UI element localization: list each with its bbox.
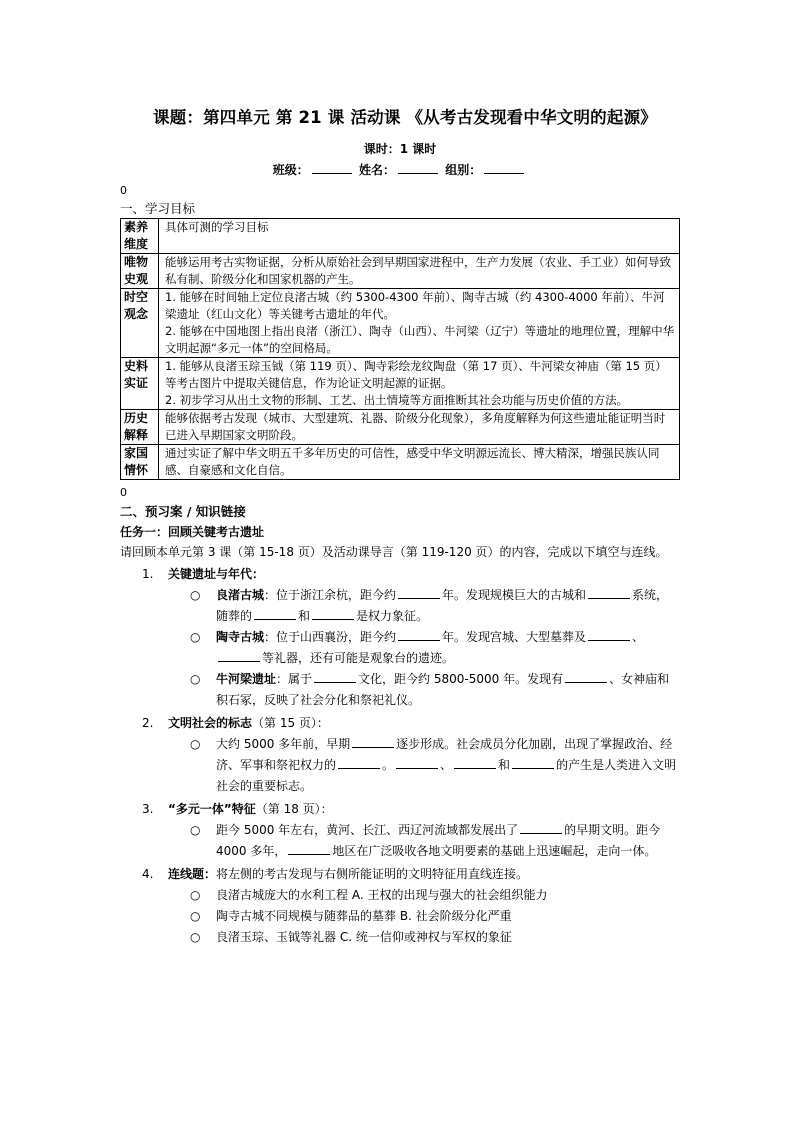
- item-title: 连线题：: [168, 867, 217, 881]
- section-heading-preview: 二、预习案 / 知识链接: [120, 504, 246, 519]
- matching-item: 良渚古城庞大的水利工程 A. 王权的出现与强大的社会组织能力: [216, 888, 548, 902]
- row-value: [159, 254, 680, 289]
- row-key: [121, 289, 159, 358]
- task-heading: 任务一：回顾关键考古遗址: [120, 525, 265, 539]
- learning-goals-table: [120, 218, 680, 480]
- bullet-icon: ○: [190, 588, 201, 602]
- list-item: [142, 799, 680, 820]
- row-line: 通过实证了解中华文明五千多年历史的可信性，感受中华文明源远流长、博大精深，增强民族认同感、自豪感和文化自信。: [165, 446, 660, 477]
- list-item: [190, 927, 680, 948]
- list-item: [190, 669, 680, 711]
- bullet-icon: ○: [190, 888, 201, 902]
- table-header-row: [121, 219, 680, 254]
- text: 文化，距今约 5800-5000 年。发现有: [358, 672, 564, 686]
- matching-item: 良渚玉琮、玉钺等礼器 C. 统一信仰或神权与军权的象征: [216, 930, 512, 944]
- list-item: [190, 820, 680, 862]
- fill-blank[interactable]: [398, 629, 440, 641]
- fill-blank[interactable]: [588, 587, 630, 599]
- item-title: “多元一体”特征: [168, 802, 256, 816]
- item-number: 1.: [142, 567, 154, 581]
- list-item: [190, 734, 680, 797]
- row-line: 1. 能够从良渚玉琮玉钺（第 119 页）、陶寺彩绘龙纹陶盘（第 17 页）、牛河梁女神庙（第 15 页）等考古图片中提取关键信息，作为论证文明起源的证据。: [165, 359, 667, 390]
- fill-blank[interactable]: [352, 736, 394, 748]
- text: 、女神庙和积石冢，反映了社会分化和祭祀礼仪。: [216, 672, 670, 707]
- item-number: 2.: [142, 716, 154, 730]
- text: 年。发现宫城、大型墓葬及: [442, 630, 587, 644]
- table-row: [121, 254, 680, 289]
- fill-blank[interactable]: [254, 608, 296, 620]
- item-rest: 将左侧的考古发现与右侧所能证明的文明特征用直线连接。: [216, 867, 529, 881]
- lesson-title: 课题：第四单元 第 21 课 活动课 《从考古发现看中华文明的起源》: [153, 108, 657, 127]
- text: 和: [498, 758, 511, 772]
- zero-mark: 0: [120, 184, 127, 197]
- text: 的产生是人类进入文明社会的重要标志。: [216, 758, 677, 793]
- class-hours: 课时：1 课时: [363, 142, 437, 156]
- row-line: 能够依据考古发现（城市、大型建筑、礼器、阶级分化现象），多角度解释为何这些遗址能证明当时已进入早期国家文明阶段。: [165, 411, 666, 442]
- document-page: [120, 104, 680, 948]
- row-value: [159, 358, 680, 410]
- row-key: [121, 445, 159, 480]
- text: 的早期文明。距今 4000 多年，: [216, 823, 661, 858]
- item-number: 3.: [142, 802, 154, 816]
- text: 逐步形成。社会成员分化加剧，出现了掌握政治、经济、军事和祭祀权力的: [216, 737, 673, 772]
- table-row: [121, 410, 680, 445]
- text: 系统，随葬的: [216, 588, 669, 623]
- table-row: [121, 445, 680, 480]
- text: ：属于: [276, 672, 313, 686]
- fill-blank[interactable]: [288, 843, 330, 855]
- fill-blank[interactable]: [312, 608, 354, 620]
- text: 年。发现规模巨大的古城和: [442, 588, 587, 602]
- row-key-text: 家国 情怀: [124, 446, 149, 477]
- list-item: [190, 906, 680, 927]
- header-dimension-text: 素养 维度: [124, 220, 149, 251]
- bullet-icon: ○: [190, 630, 201, 644]
- site-name: 良渚古城: [216, 588, 265, 602]
- text: 地区在广泛吸收各地文明要素的基础上迅速崛起，走向一体。: [332, 844, 657, 858]
- item-title: 关键遗址与年代：: [168, 567, 265, 581]
- row-key-text: 时空 观念: [124, 290, 149, 321]
- fill-blank[interactable]: [520, 822, 562, 834]
- text: 大约 5000 多年前，早期: [216, 737, 351, 751]
- fill-blank[interactable]: [396, 757, 438, 769]
- site-name: 陶寺古城: [216, 630, 265, 644]
- row-value: [159, 410, 680, 445]
- group-blank[interactable]: [484, 163, 524, 174]
- list-item: [142, 864, 680, 885]
- row-line: 1. 能够在时间轴上定位良渚古城（约 5300-4300 年前）、陶寺古城（约 4300-4000 年前）、牛河梁遗址（红山文化）等关键考古遗址的年代。: [165, 290, 665, 321]
- list-item: [190, 585, 680, 627]
- fill-blank[interactable]: [565, 671, 607, 683]
- bullet-icon: ○: [190, 737, 201, 751]
- section-heading-goals: 一、学习目标: [120, 201, 196, 216]
- fill-blank[interactable]: [218, 650, 260, 662]
- row-value: [159, 289, 680, 358]
- list-item: [142, 564, 680, 585]
- row-key-text: 唯物 史观: [124, 255, 149, 286]
- row-key-text: 历史 解释: [124, 411, 149, 442]
- fill-blank[interactable]: [588, 629, 630, 641]
- list-item: [142, 713, 680, 734]
- list-item: [190, 885, 680, 906]
- row-key: [121, 358, 159, 410]
- row-line: 2. 初步学习从出土文物的形制、工艺、出土情境等方面推断其社会功能与历史价值的方法。: [165, 393, 629, 407]
- name-label: 姓名：: [358, 163, 395, 177]
- fill-blank[interactable]: [454, 757, 496, 769]
- site-name: 牛河梁遗址: [216, 672, 277, 686]
- row-line: 能够运用考古实物证据，分析从原始社会到早期国家进程中，生产力发展（农业、手工业）如何导致私有制、阶级分化和国家机器的产生。: [165, 255, 671, 286]
- text: 、: [440, 758, 453, 772]
- bullet-icon: ○: [190, 930, 201, 944]
- zero-mark: 0: [120, 486, 127, 499]
- table-row: [121, 358, 680, 410]
- text: ：位于浙江余杭，距今约: [264, 588, 397, 602]
- table-row: [121, 289, 680, 358]
- list-item: [190, 627, 680, 669]
- fill-blank[interactable]: [512, 757, 554, 769]
- row-value: [159, 445, 680, 480]
- item-title: 文明社会的标志: [168, 716, 253, 730]
- item-number: 4.: [142, 867, 154, 881]
- fill-blank[interactable]: [398, 587, 440, 599]
- student-info-line: [120, 161, 680, 178]
- item-rest: （第 15 页）：: [252, 716, 329, 730]
- bullet-icon: ○: [190, 823, 201, 837]
- header-dimension: [121, 219, 159, 254]
- class-blank[interactable]: [312, 163, 352, 174]
- fill-blank[interactable]: [314, 671, 356, 683]
- text: 是权力象征。: [356, 609, 429, 623]
- text: 和: [298, 609, 311, 623]
- text: 等礼器，还有可能是观象台的遗迹。: [262, 651, 455, 665]
- name-blank[interactable]: [398, 163, 438, 174]
- header-goal-text: 具体可测的学习目标: [165, 220, 269, 234]
- text: 距今 5000 年左右，黄河、长江、西辽河流域都发展出了: [216, 823, 519, 837]
- bullet-icon: ○: [190, 672, 201, 686]
- fill-blank[interactable]: [338, 757, 380, 769]
- class-label: 班级：: [272, 163, 309, 177]
- group-label: 组别：: [445, 163, 482, 177]
- bullet-icon: ○: [190, 909, 201, 923]
- row-line: 2. 能够在中国地图上指出良渚（浙江）、陶寺（山西）、牛河梁（辽宁）等遗址的地理位置，理解中华文明起源“多元一体”的空间格局。: [165, 324, 675, 355]
- text: ：位于山西襄汾，距今约: [264, 630, 397, 644]
- task-intro: 请回顾本单元第 3 课（第 15-18 页）及活动课导言（第 119-120 页）的内容，完成以下填空与连线。: [120, 545, 668, 559]
- row-key: [121, 254, 159, 289]
- row-key-text: 史料 实证: [124, 359, 149, 390]
- header-goal: [159, 219, 680, 254]
- text: 。: [382, 758, 395, 772]
- matching-item: 陶寺古城不同规模与随葬品的墓葬 B. 社会阶级分化严重: [216, 909, 512, 923]
- item-rest: （第 18 页）：: [255, 802, 333, 816]
- text: 、: [632, 630, 645, 644]
- row-key: [121, 410, 159, 445]
